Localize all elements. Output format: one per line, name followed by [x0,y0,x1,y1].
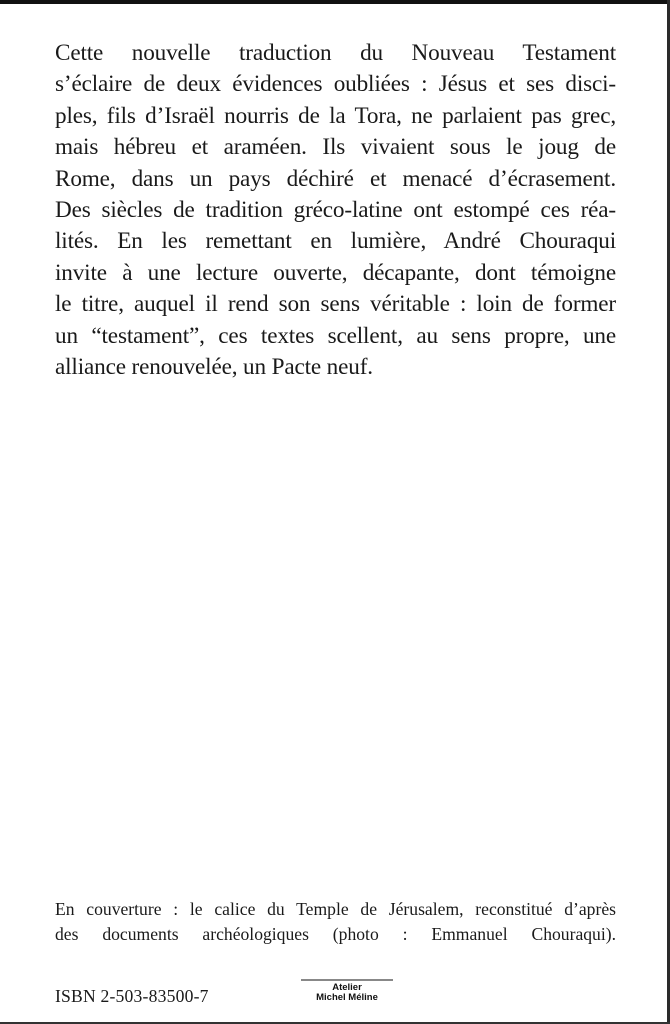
blurb-line: mais hébreu et araméen. Ils vivaient sous le joug de [55,134,616,161]
blurb-line: s’éclaire de deux évidences oubliées : Jésus et ses disci- [55,71,616,98]
blurb-line: ples, fils d’Israël nourris de la Tora, ne parlaient pas grec, [55,102,616,129]
back-cover-blurb [55,38,616,383]
blurb-line: Cette nouvelle traduction du Nouveau Testament [55,40,616,66]
publisher-logo-line2: Michel Méline [316,992,378,1003]
blurb-line: un “testament”, ces textes scellent, au sens propre, une [55,322,616,349]
caption-line: En couverture : le calice du Temple de Jérusalem, reconstitué d’après [55,899,616,919]
blurb-line: lités. En les remettant en lumière, André Chouraqui [55,228,616,255]
blurb-line: Des siècles de tradition gréco-latine ont estompé ces réa- [55,196,616,223]
blurb-line: Rome, dans un pays déchiré et menacé d’écrasement. [55,165,616,192]
cover-credit-caption [55,897,616,947]
blurb-line: invite à une lecture ouverte, décapante, dont témoigne [55,259,616,286]
blurb-line: le titre, auquel il rend son sens véritable : loin de former [55,291,616,318]
blurb-line: alliance renouvelée, un Pacte neuf. [55,353,373,380]
isbn-number: ISBN 2-503-83500-7 [55,986,209,1006]
caption-line: des documents archéologiques (photo : Emmanuel Chouraqui). [55,924,616,944]
publisher-logo-line1: Atelier [332,982,362,993]
scan-top-edge [0,0,670,4]
publisher-logo [297,977,397,1007]
back-cover-footer [55,983,616,1013]
